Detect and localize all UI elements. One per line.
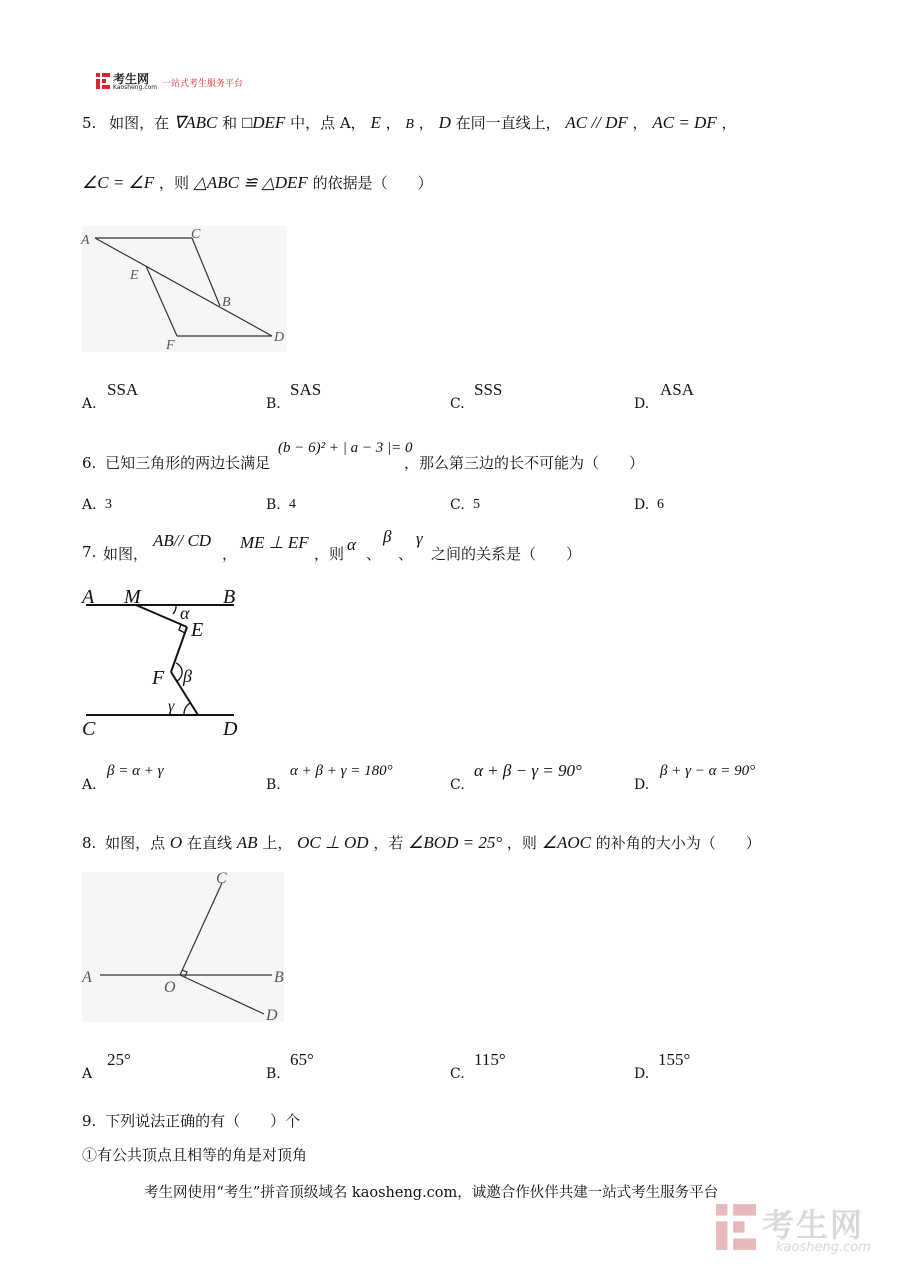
label-C: C [191, 227, 201, 242]
label-A: A [81, 233, 90, 248]
watermark-sub-text: kaosheng.com [776, 1240, 871, 1255]
option-value: α + β + γ = 180° [290, 763, 393, 779]
option-value: 3 [105, 497, 112, 512]
watermark [716, 1200, 886, 1260]
question-number: 8. [82, 834, 97, 852]
option-value: 5 [473, 497, 480, 512]
q8-line: 8. 如图，点 O 在直线 AB 上， OC ⊥ OD ，若 ∠BOD = 25° ，则 ∠AOC 的补角的大小为（ ） [82, 833, 761, 852]
label-beta: β [183, 666, 192, 686]
option-value: 6 [657, 497, 664, 512]
ray-OC [180, 883, 222, 975]
q7-figure [78, 584, 258, 744]
option-letter: C. [450, 396, 465, 412]
logo-slogan: 一站式考生服务平台 [162, 79, 244, 89]
label-E: E [130, 268, 139, 283]
option-letter: D. [634, 497, 650, 513]
option-value: SSA [107, 380, 139, 399]
option-letter: B. [266, 1066, 281, 1082]
label-gamma: γ [168, 698, 175, 715]
beta-arc [176, 663, 182, 681]
label-A: A [82, 969, 92, 986]
label-F: F [166, 338, 175, 353]
logo-sub-text: Kaosheng.com [113, 84, 158, 91]
segment-AD [95, 238, 272, 336]
logo-main-text: 考生网 [113, 72, 150, 86]
label-B: B [223, 586, 236, 608]
option-value: SSS [474, 380, 503, 399]
alpha-arc [173, 605, 176, 614]
question-number: 5. [82, 114, 97, 132]
question-number: 9. [82, 1112, 97, 1130]
option-letter: C. [450, 777, 465, 793]
watermark-logo-icon [716, 1204, 756, 1250]
label-D: D [266, 1007, 278, 1024]
option-letter: B. [266, 396, 281, 412]
watermark-main-text: 考生网 [762, 1206, 865, 1244]
segment-EF [146, 266, 177, 336]
option-letter: C. [450, 1066, 465, 1082]
label-C: C [82, 718, 96, 740]
option-value: SAS [290, 380, 322, 399]
question-number: 7. [82, 543, 97, 561]
q9-line: 9. 下列说法正确的有（ ）个 [82, 1112, 301, 1130]
label-D: D [274, 330, 285, 345]
kaosheng-logo-icon [96, 73, 110, 89]
label-O: O [164, 979, 176, 996]
q5-figure-lines [76, 222, 296, 357]
question-number: 6. [82, 454, 97, 472]
q5-line-1: 5. 如图，在 ∇ABC 和 □DEF 中，点 A， E ， B ， D 在同一直线上， AC // DF ， AC = DF ， [82, 113, 737, 132]
option-value: ASA [660, 380, 695, 399]
gamma-arc [184, 703, 190, 715]
option-value: β = α + γ [107, 763, 164, 779]
option-value: 65° [290, 1050, 314, 1069]
option-letter: D. [634, 1066, 650, 1082]
option-letter: D. [634, 777, 650, 793]
option-value: α + β − γ = 90° [474, 761, 582, 780]
option-letter: D. [634, 396, 650, 412]
q6-math: (b − 6)² + | a − 3 |= 0 [278, 440, 413, 456]
label-A: A [82, 586, 95, 608]
label-C: C [216, 870, 227, 887]
option-value: 155° [658, 1050, 691, 1069]
label-B: B [222, 295, 231, 310]
q6-line: 6. 已知三角形的两边长满足 [82, 454, 271, 472]
option-letter: A [82, 1066, 93, 1082]
label-B: B [274, 969, 284, 986]
option-letter: B. [266, 777, 281, 793]
label-M: M [124, 586, 141, 608]
q9-item-1: ①有公共顶点且相等的角是对顶角 [82, 1146, 308, 1164]
option-letter: C. [450, 497, 465, 513]
option-letter: A. [82, 497, 97, 513]
q5-line-2: ∠C = ∠F ，则 △ABC ≌ △DEF 的依据是（ ） [82, 173, 433, 192]
ray-OD [180, 975, 264, 1014]
option-value: 115° [474, 1050, 506, 1069]
option-value: 25° [107, 1050, 131, 1069]
option-letter: B. [266, 497, 281, 513]
label-E: E [191, 619, 204, 641]
option-value: 4 [289, 497, 296, 512]
option-value: β + γ − α = 90° [660, 763, 756, 779]
label-alpha: α [180, 603, 190, 623]
label-D: D [223, 718, 238, 740]
footer-text: 考生网使用“考生”拼音顶级域名 kaosheng.com，诚邀合作伙伴共建一站式考生服务平台 [144, 1185, 719, 1201]
segment-CB [192, 238, 220, 306]
option-letter: A. [82, 777, 97, 793]
q8-figure-lines [76, 866, 296, 1026]
option-letter: A. [82, 396, 97, 412]
label-F: F [152, 667, 165, 689]
